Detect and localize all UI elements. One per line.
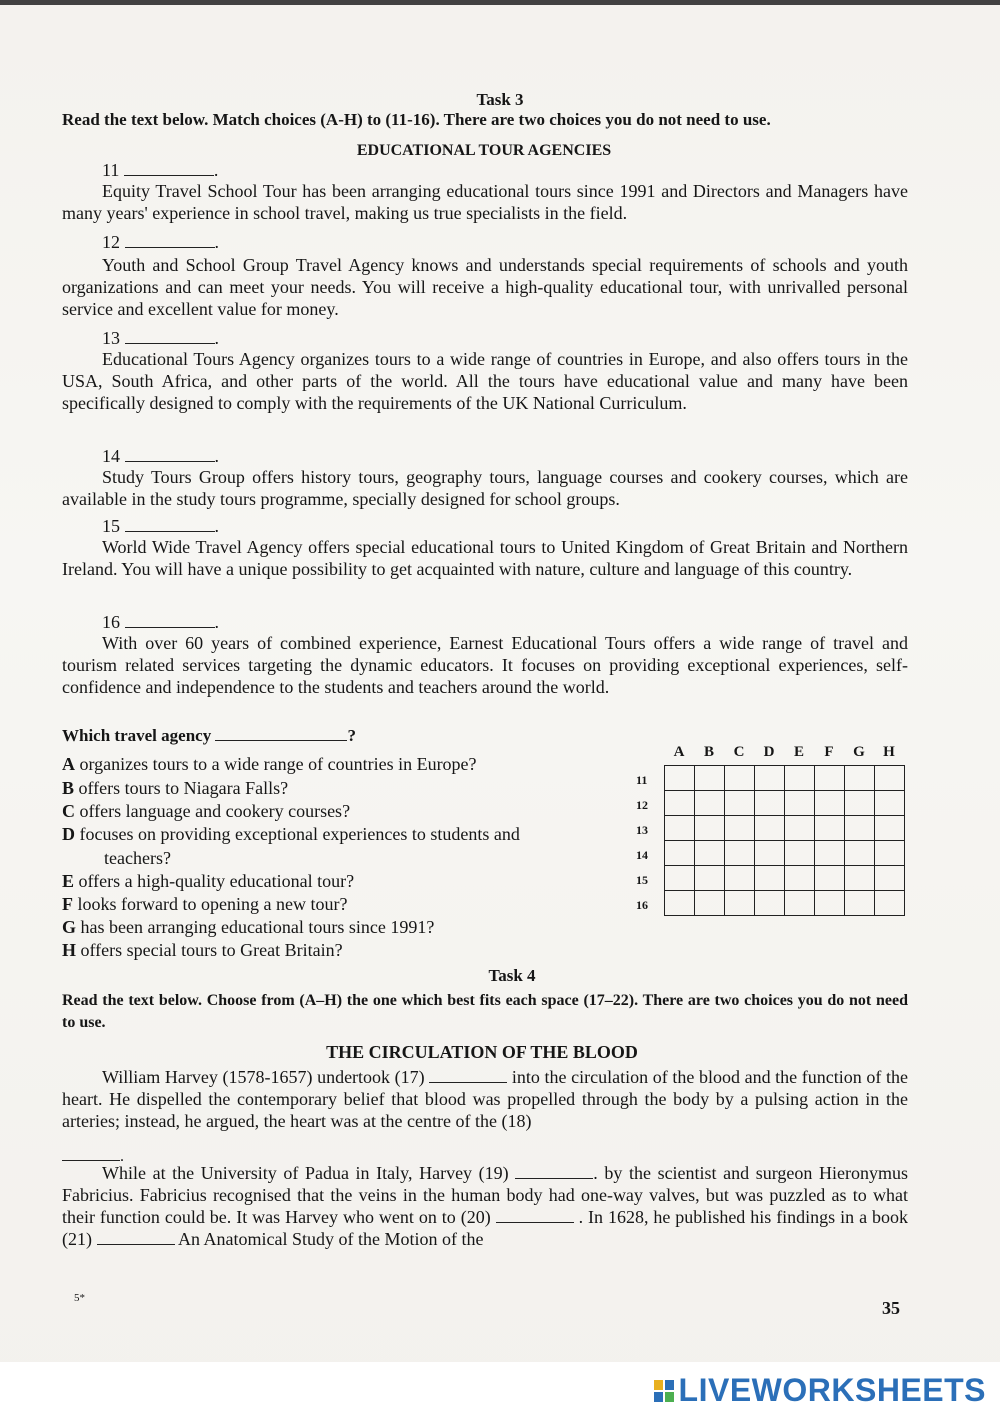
task4-heading: THE CIRCULATION OF THE BLOOD xyxy=(326,1042,638,1062)
answer-blank-14[interactable] xyxy=(125,447,215,462)
grid-cell-11-a[interactable] xyxy=(665,766,695,791)
grid-cell-16-h[interactable] xyxy=(875,891,905,916)
grid-cell-14-e[interactable] xyxy=(785,841,815,866)
grid-cell-14-c[interactable] xyxy=(725,841,755,866)
grid-row xyxy=(665,766,905,791)
grid-cell-16-a[interactable] xyxy=(665,891,695,916)
grid-cell-15-h[interactable] xyxy=(875,866,905,891)
grid-cell-16-f[interactable] xyxy=(815,891,845,916)
answer-blank-15[interactable] xyxy=(125,517,215,532)
grid-cell-15-d[interactable] xyxy=(755,866,785,891)
grid-cell-14-g[interactable] xyxy=(845,841,875,866)
item-11-label: 11 . xyxy=(102,160,219,180)
grid-cell-12-c[interactable] xyxy=(725,791,755,816)
task4-paragraph-1: William Harvey (1578-1657) undertook (17) into the circulation of the blood and the function of the heart. He dispelled the contemporary belief that blood was propelled through the body by a pulsing action in the arteries; instead, he argued, the heart was at the centre of the (18) xyxy=(62,1067,908,1131)
grid-row-12: 12 xyxy=(636,798,648,812)
grid-cell-12-g[interactable] xyxy=(845,791,875,816)
item-14-label: 14 . xyxy=(102,446,219,466)
grid-cell-14-b[interactable] xyxy=(695,841,725,866)
grid-cell-15-e[interactable] xyxy=(785,866,815,891)
grid-col-a: A xyxy=(673,744,685,760)
task3-heading: EDUCATIONAL TOUR AGENCIES xyxy=(356,142,612,159)
task4-paragraph-2: While at the University of Padua in Italy, Harvey (19) . by the scientist and surgeon Hieronymus Fabricius. Fabricius recognised that the veins in the human body had one-way valves, but was puzzled as to what their function could be. It was Harvey who went on to (20) . In 1628, he published his findings in a book (21) An Anatomical Study of the Motion of the xyxy=(62,1163,909,1249)
item-11-text: Equity Travel School Tour has been arranging educational tours since 1991 and Directors and Managers have many years' experience in school travel, making us true specialists in the field. xyxy=(62,181,908,223)
grid-col-c: C xyxy=(733,744,745,760)
item-12-label: 12 . xyxy=(102,232,219,252)
grid-col-h: H xyxy=(883,744,895,760)
task3-title: Task 3 xyxy=(476,90,524,109)
item-15-label: 15 . xyxy=(102,516,219,536)
grid-cell-12-f[interactable] xyxy=(815,791,845,816)
grid-cell-13-f[interactable] xyxy=(815,816,845,841)
grid-row-14: 14 xyxy=(636,848,648,862)
answer-blank-17[interactable] xyxy=(429,1068,507,1083)
grid-cell-16-d[interactable] xyxy=(755,891,785,916)
task4-title: Task 4 xyxy=(488,966,536,985)
grid-cell-11-c[interactable] xyxy=(725,766,755,791)
item-14-text: Study Tours Group offers history tours, geography tours, language courses and cookery courses, which are available in the study tours programme, specially designed for school groups. xyxy=(62,467,908,509)
grid-cell-11-h[interactable] xyxy=(875,766,905,791)
grid-cell-16-c[interactable] xyxy=(725,891,755,916)
grid-cell-12-d[interactable] xyxy=(755,791,785,816)
choice-b: B offers tours to Niagara Falls? xyxy=(62,778,289,798)
which-agency-question: Which travel agency ? xyxy=(62,726,356,745)
page-number: 35 xyxy=(882,1298,900,1318)
item-13-text: Educational Tours Agency organizes tours to a wide range of countries in Europe, and also offers tours in the USA, South Africa, and other parts of the world. All the tours have educational value and many have been specifically designed to comply with the requirements of the UK National Curriculum. xyxy=(62,349,908,413)
grid-cell-13-a[interactable] xyxy=(665,816,695,841)
liveworksheets-mark-icon xyxy=(653,1378,675,1404)
grid-cell-13-b[interactable] xyxy=(695,816,725,841)
grid-cell-16-e[interactable] xyxy=(785,891,815,916)
grid-cell-15-b[interactable] xyxy=(695,866,725,891)
choice-c: C offers language and cookery courses? xyxy=(62,801,351,821)
grid-cell-13-h[interactable] xyxy=(875,816,905,841)
grid-cell-15-a[interactable] xyxy=(665,866,695,891)
grid-cell-15-c[interactable] xyxy=(725,866,755,891)
grid-col-d: D xyxy=(763,744,775,760)
choice-a: A organizes tours to a wide range of countries in Europe? xyxy=(62,754,477,774)
grid-row xyxy=(665,841,905,866)
item-16-text: With over 60 years of combined experience, Earnest Educational Tours offers a wide range of travel and tourism related services targeting the dynamic educators. It focuses on providing exceptional experiences, self-confidence and independence to the students and teachers around the world. xyxy=(62,633,908,697)
grid-cell-13-c[interactable] xyxy=(725,816,755,841)
choice-f: F looks forward to opening a new tour? xyxy=(62,894,348,914)
grid-row xyxy=(665,866,905,891)
grid-row xyxy=(665,816,905,841)
item-12-text: Youth and School Group Travel Agency knows and understands special requirements of schools and youth organizations and can meet your needs. You will receive a high-quality educational tour, with unrivalled personal service and excellent value for money. xyxy=(62,255,908,319)
grid-row-16: 16 xyxy=(636,898,648,912)
answer-blank-11[interactable] xyxy=(124,161,214,176)
grid-cell-12-e[interactable] xyxy=(785,791,815,816)
task3-instruction: Read the text below. Match choices (A-H) to (11-16). There are two choices you do not need to use. xyxy=(62,110,771,129)
grid-cell-14-d[interactable] xyxy=(755,841,785,866)
grid-cell-11-g[interactable] xyxy=(845,766,875,791)
grid-cell-11-b[interactable] xyxy=(695,766,725,791)
grid-col-f: F xyxy=(824,744,834,760)
grid-col-b: B xyxy=(703,744,714,760)
grid-cell-14-h[interactable] xyxy=(875,841,905,866)
choice-e: E offers a high-quality educational tour? xyxy=(62,871,355,891)
grid-cell-13-d[interactable] xyxy=(755,816,785,841)
sheet-mark: 5* xyxy=(74,1292,85,1304)
grid-cell-16-b[interactable] xyxy=(695,891,725,916)
choice-g: G has been arranging educational tours since 1991? xyxy=(62,917,435,937)
choice-d-continued: teachers? xyxy=(104,848,171,868)
grid-cell-12-a[interactable] xyxy=(665,791,695,816)
answer-blank-20[interactable] xyxy=(496,1208,574,1223)
choice-d: D focuses on providing exceptional experiences to students and xyxy=(62,824,520,844)
grid-cell-15-f[interactable] xyxy=(815,866,845,891)
question-blank xyxy=(215,726,347,741)
answer-blank-18-line: . xyxy=(62,1146,124,1166)
grid-row-15: 15 xyxy=(636,873,648,887)
grid-cell-13-e[interactable] xyxy=(785,816,815,841)
grid-cell-13-g[interactable] xyxy=(845,816,875,841)
grid-cell-15-g[interactable] xyxy=(845,866,875,891)
grid-cell-11-d[interactable] xyxy=(755,766,785,791)
grid-cell-11-f[interactable] xyxy=(815,766,845,791)
grid-cell-16-g[interactable] xyxy=(845,891,875,916)
answer-blank-19[interactable] xyxy=(515,1164,593,1179)
grid-cell-12-b[interactable] xyxy=(695,791,725,816)
answer-blank-12[interactable] xyxy=(125,233,215,248)
grid-col-e: E xyxy=(793,744,804,760)
grid-row-11: 11 xyxy=(636,773,648,787)
answer-grid xyxy=(664,765,905,916)
grid-cell-14-f[interactable] xyxy=(815,841,845,866)
choice-h: H offers special tours to Great Britain? xyxy=(62,940,343,960)
grid-cell-11-e[interactable] xyxy=(785,766,815,791)
scan-edge-line xyxy=(0,0,1000,5)
answer-blank-21[interactable] xyxy=(97,1230,175,1245)
grid-col-g: G xyxy=(853,744,865,760)
answer-blank-13[interactable] xyxy=(125,329,215,344)
brand-name: LIVEWORKSHEETS xyxy=(678,1372,986,1408)
grid-cell-12-h[interactable] xyxy=(875,791,905,816)
grid-row-13: 13 xyxy=(636,823,648,837)
grid-row xyxy=(665,791,905,816)
grid-row xyxy=(665,891,905,916)
answer-blank-18[interactable] xyxy=(62,1146,120,1161)
answer-blank-16[interactable] xyxy=(125,613,215,628)
item-16-label: 16 . xyxy=(102,612,219,632)
task4-instruction: Read the text below. Choose from (A–H) the one which best fits each space (17–22). There are two choices you do not need to use. xyxy=(62,992,908,1031)
item-15-text: World Wide Travel Agency offers special educational tours to United Kingdom of Great Britain and Northern Ireland. You will have a unique possibility to get acquainted with nature, culture and language of this country. xyxy=(62,537,908,579)
item-13-label: 13 . xyxy=(102,328,219,348)
grid-cell-14-a[interactable] xyxy=(665,841,695,866)
liveworksheets-logo xyxy=(653,1372,986,1409)
